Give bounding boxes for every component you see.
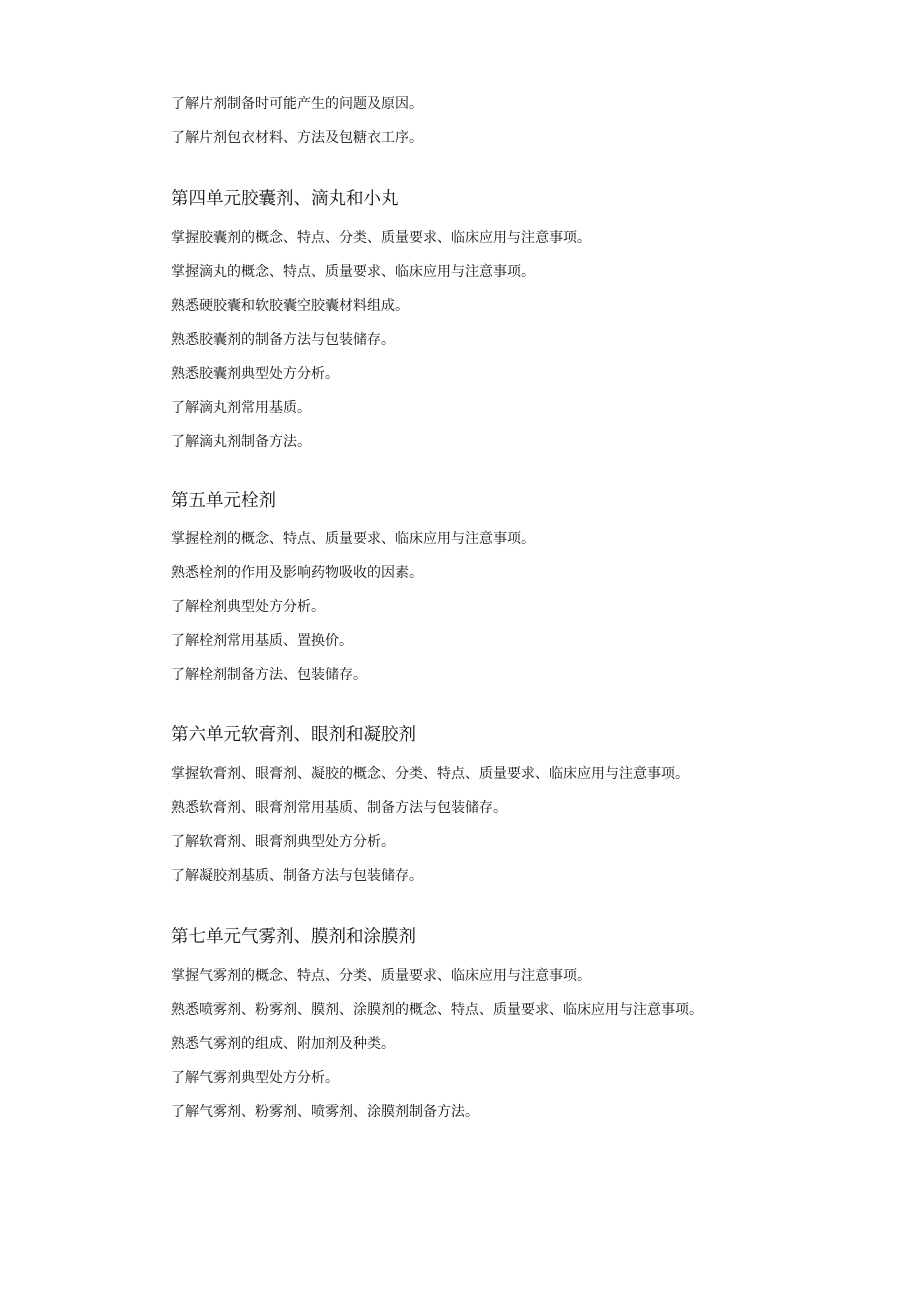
- section-item: 熟悉栓剂的作用及影响药物吸收的因素。: [171, 565, 423, 581]
- section-item: 熟悉胶囊剂的制备方法与包装储存。: [171, 332, 395, 348]
- section-heading: 第四单元胶囊剂、滴丸和小丸: [171, 189, 399, 209]
- section-item: 了解滴丸剂制备方法。: [171, 434, 311, 450]
- section-item: 掌握软膏剂、眼膏剂、凝胶的概念、分类、特点、质量要求、临床应用与注意事项。: [171, 766, 689, 782]
- section-heading: 第六单元软膏剂、眼剂和凝胶剂: [171, 725, 416, 745]
- section-item: 了解滴丸剂常用基质。: [171, 400, 311, 416]
- section-item: 熟悉软膏剂、眼膏剂常用基质、制备方法与包装储存。: [171, 800, 507, 816]
- section-item: 熟悉气雾剂的组成、附加剂及种类。: [171, 1036, 395, 1052]
- section-item: 了解栓剂制备方法、包装储存。: [171, 667, 367, 683]
- section-item: 熟悉喷雾剂、粉雾剂、膜剂、涂膜剂的概念、特点、质量要求、临床应用与注意事项。: [171, 1002, 703, 1018]
- section-item: 熟悉硬胶囊和软胶囊空胶囊材料组成。: [171, 298, 409, 314]
- section-item: 了解气雾剂、粉雾剂、喷雾剂、涂膜剂制备方法。: [171, 1104, 479, 1120]
- section-item: 了解软膏剂、眼膏剂典型处方分析。: [171, 834, 395, 850]
- section-item: 了解栓剂常用基质、置换价。: [171, 633, 353, 649]
- section-item: 了解气雾剂典型处方分析。: [171, 1070, 339, 1086]
- section-heading: 第七单元气雾剂、膜剂和涂膜剂: [171, 927, 416, 947]
- section-item: 掌握栓剂的概念、特点、质量要求、临床应用与注意事项。: [171, 531, 535, 547]
- section-item: 了解凝胶剂基质、制备方法与包装储存。: [171, 868, 423, 884]
- intro-line: 了解片剂制备时可能产生的问题及原因。: [171, 96, 423, 112]
- intro-line: 了解片剂包衣材料、方法及包糖衣工序。: [171, 130, 423, 146]
- section-item: 掌握气雾剂的概念、特点、分类、质量要求、临床应用与注意事项。: [171, 968, 591, 984]
- section-item: 了解栓剂典型处方分析。: [171, 599, 325, 615]
- section-item: 熟悉胶囊剂典型处方分析。: [171, 366, 339, 382]
- section-heading: 第五单元栓剂: [171, 491, 276, 511]
- section-item: 掌握胶囊剂的概念、特点、分类、质量要求、临床应用与注意事项。: [171, 230, 591, 246]
- section-item: 掌握滴丸的概念、特点、质量要求、临床应用与注意事项。: [171, 264, 535, 280]
